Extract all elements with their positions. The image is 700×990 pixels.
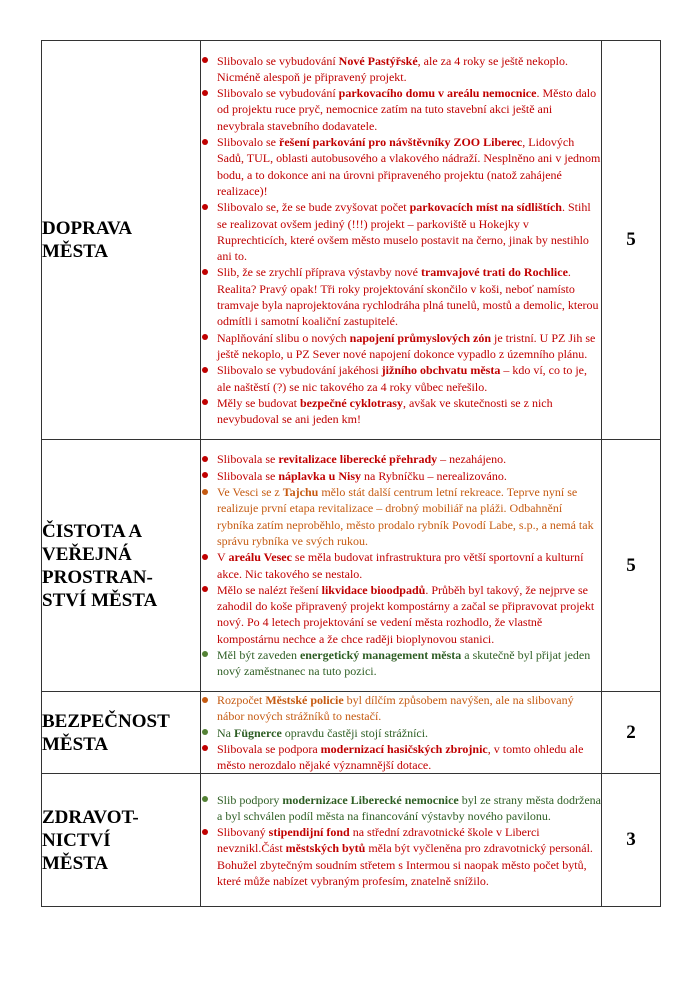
category-line: ČISTOTA A — [42, 520, 143, 542]
bullet-icon — [202, 90, 208, 96]
list-item: Slibovala se revitalizace liberecké přehrady – nezahájeno. — [201, 451, 601, 467]
list-item: Slibovalo se, že se bude zvyšovat počet parkovacích míst na sídlištích. Stihl se realizovat ovšem jediný (!!!) projekt – parkoviště u Hokejky v Ruprechticích, které ovšem město muselo postavit na černo, jinak by nestihlo ani to. — [201, 199, 601, 264]
category-line: STVÍ MĚSTA — [42, 589, 158, 611]
list-item: Slibovalo se vybudování Nové Pastýřské, ale za 4 roky se ještě nekoplo. Nicméně alespoň je připravený projekt. — [201, 53, 601, 86]
category-line: ZDRAVOT- — [42, 806, 139, 828]
category-line: PROSTRAN- — [42, 566, 153, 588]
bullet-icon — [202, 651, 208, 657]
bullet-icon — [202, 139, 208, 145]
bullet-icon — [202, 334, 208, 340]
category-line: MĚSTA — [42, 852, 109, 874]
bullet-icon — [202, 367, 208, 373]
list-item: Slibovala se podpora modernizací hasičských zbrojnic, v tomto ohledu ale město nerozdalo nějaké významnější dotace. — [201, 741, 601, 774]
items-cell — [201, 692, 602, 774]
bullet-icon — [202, 472, 208, 478]
bullet-icon — [202, 456, 208, 462]
bullet-icon — [202, 729, 208, 735]
score-cell: 5 — [602, 440, 661, 692]
category-line: MĚSTA — [42, 733, 109, 755]
category-line: MĚSTA — [42, 241, 109, 262]
bullet-list — [201, 53, 601, 428]
bullet-list — [201, 451, 601, 679]
category-cell — [42, 692, 201, 774]
list-item: Slib, že se zrychlí příprava výstavby nové tramvajové trati do Rochlice. Realita? Pravý opak! Tři roky projektování skončilo v koši, neboť namísto tramvaje byla naprojektována rychlodráha plná tunelů, mostů a demolic, kterou odmítli i samotní koaliční zastupitelé. — [201, 264, 601, 329]
category-line: BEZPEČNOST — [42, 710, 170, 732]
score-cell: 2 — [602, 692, 661, 774]
category-cell — [42, 41, 201, 440]
list-item: Naplňování slibu o nových napojení průmyslových zón je tristní. U PZ Jih se ještě nekoplo, u PZ Sever nové napojení dokonce vypadlo z územního plánu. — [201, 330, 601, 363]
category-cell — [42, 440, 201, 692]
category-line: DOPRAVA — [42, 218, 133, 239]
table-row-doprava — [42, 41, 661, 440]
items-cell — [201, 41, 602, 440]
bullet-icon — [202, 697, 208, 703]
table-row-zdravotnictvi — [42, 774, 661, 907]
list-item: Rozpočet Městské policie byl dílčím způsobem navýšen, ale na slibovaný nábor nových strážníků to nestačí. — [201, 692, 601, 725]
list-item: Mělo se nalézt řešení likvidace bioodpadů. Průběh byl takový, že nejprve se zahodil do koše připravený projekt kompostárny a začal se připravovat projekt nový. Po 4 letech projektování se vedení města rozhodlo, že vlastně kompostárnu nechce a že chce raději bioplynovou stanici. — [201, 582, 601, 647]
bullet-list — [201, 792, 601, 890]
list-item: Ve Vesci se z Tajchu mělo stát další centrum letní rekreace. Teprve nyní se realizuje první etapa revitalizace – drobný mobiliář na pláži. Odbahnění rybníka zatím neproběhlo, město prodalo rybník Povodí Labe, s.p., a nemá tak správu rybníka ve svých rukou. — [201, 484, 601, 549]
list-item: Slibovalo se vybudování parkovacího domu v areálu nemocnice. Město dalo od projektu ruce pryč, nemocnice zatím na tuto stavební akci ještě ani nevybrala stavebního dodavatele. — [201, 85, 601, 134]
list-item: Slibovalo se vybudování jakéhosi jižního obchvatu města – kdo ví, co to je, ale naštěstí (?) se nic takového za 4 roky vůbec neřešilo. — [201, 362, 601, 395]
bullet-icon — [202, 269, 208, 275]
list-item: Na Fügnerce opravdu častěji stojí strážníci. — [201, 725, 601, 741]
list-item: Slib podpory modernizace Liberecké nemocnice byl ze strany města dodržena a byl schválen podíl města na financování výstavby nového pavilonu. — [201, 792, 601, 825]
table-row-bezpecnost — [42, 692, 661, 774]
category-line: VEŘEJNÁ — [42, 543, 132, 565]
list-item: Měly se budovat bezpečné cyklotrasy, avšak ve skutečnosti se z nich nevybudoval se ani jeden km! — [201, 395, 601, 428]
bullet-icon — [202, 829, 208, 835]
list-item: Slibovala se náplavka u Nisy na Rybníčku – nerealizováno. — [201, 468, 601, 484]
category-line: NICTVÍ — [42, 829, 111, 851]
category-cell — [42, 774, 201, 907]
bullet-icon — [202, 399, 208, 405]
bullet-icon — [202, 489, 208, 495]
list-item: Slibovaný stipendijní fond na střední zdravotnické škole v Liberci nevznikl.Část městských bytů měla být vyčleněna pro zdravotnický personál. Bohužel zbytečným soudním střetem s Intermou si naopak město počet bytů, které může nabízet vybraným profesím, znatelně snížilo. — [201, 824, 601, 889]
bullet-icon — [202, 745, 208, 751]
items-cell — [201, 774, 602, 907]
items-cell — [201, 440, 602, 692]
table-row-cistota — [42, 440, 661, 692]
bullet-icon — [202, 57, 208, 63]
bullet-icon — [202, 554, 208, 560]
score-cell: 5 — [602, 41, 661, 440]
bullet-list — [201, 692, 601, 773]
list-item: V areálu Vesec se měla budovat infrastruktura pro větší sportovní a kulturní akce. Nic takového se nestalo. — [201, 549, 601, 582]
score-cell: 3 — [602, 774, 661, 907]
bullet-icon — [202, 796, 208, 802]
list-item: Měl být zaveden energetický management města a skutečně byl přijat jeden nový zaměstnanec na tuto pozici. — [201, 647, 601, 680]
list-item: Slibovalo se řešení parkování pro návštěvníky ZOO Liberec, Lidových Sadů, TUL, oblasti autobusového a vlakového nádraží. Nesplněno ani v jednom bodu, a to dokonce ani na úrovni připraveného projektu (natož zahájené realizace)! — [201, 134, 601, 199]
evaluation-table — [41, 40, 661, 907]
bullet-icon — [202, 204, 208, 210]
bullet-icon — [202, 586, 208, 592]
